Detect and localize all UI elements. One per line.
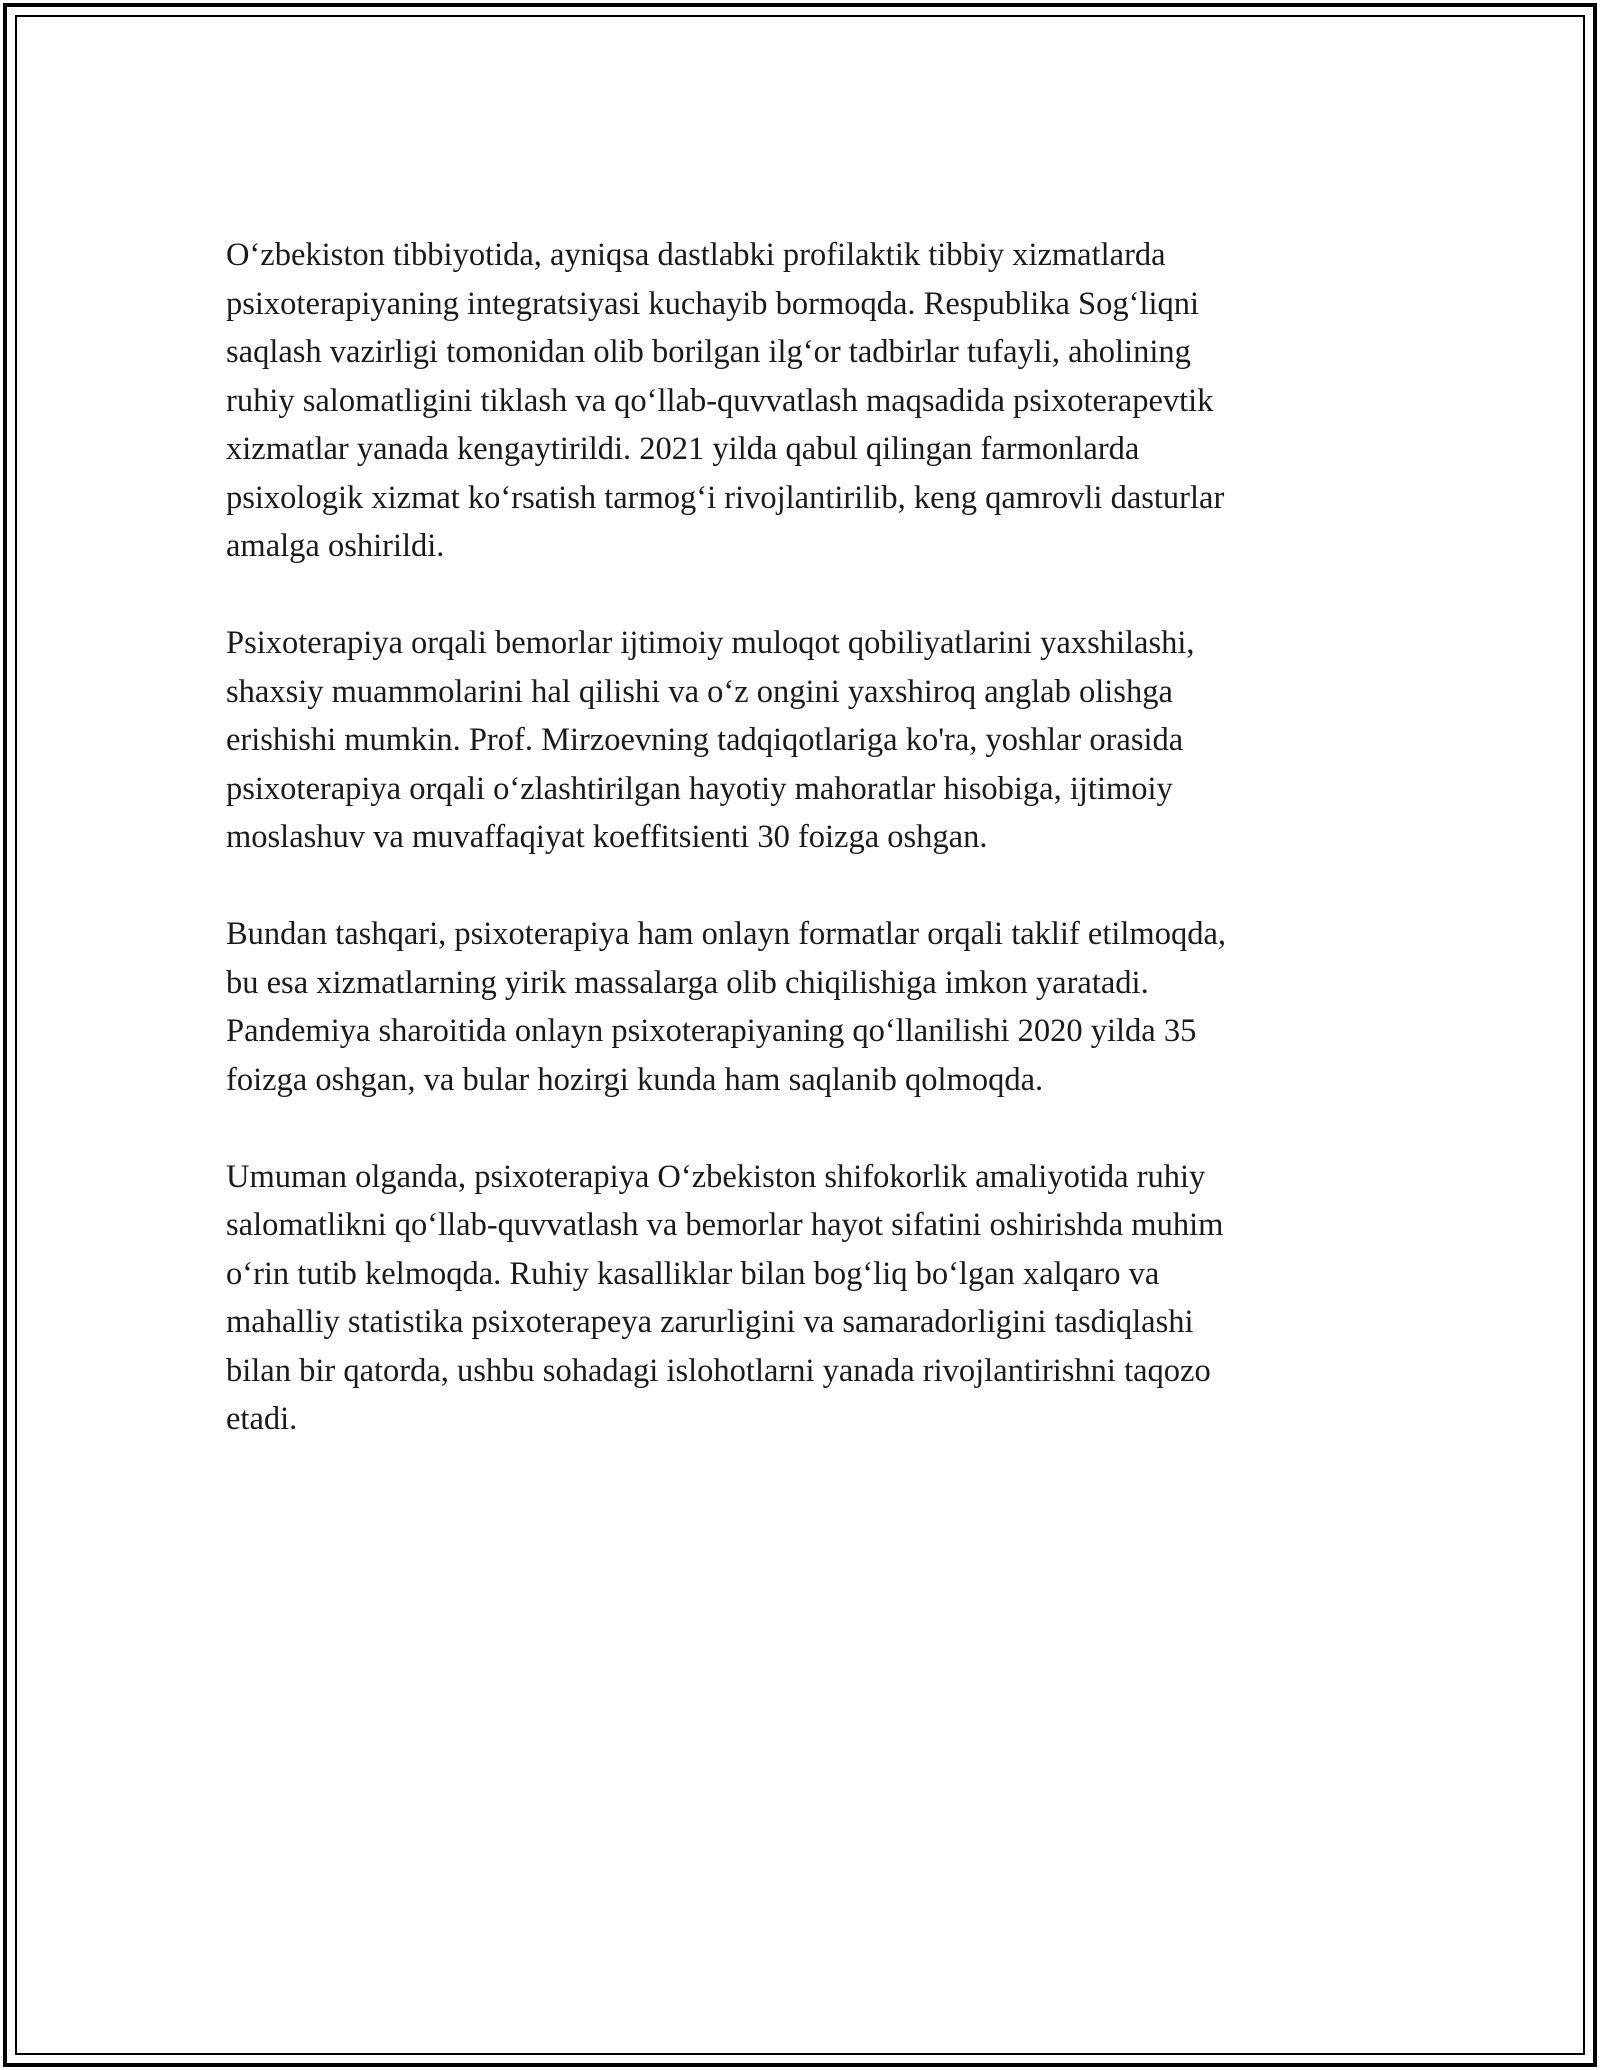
text-line: salomatlikni qo‘llab-quvvatlash va bemorlar hayot sifatini oshirishda muhim [226,1207,1224,1243]
document-body [226,231,1376,1492]
text-line: amalga oshirildi. [226,528,445,564]
text-line: foizga oshgan, va bular hozirgi kunda ham saqlanib qolmoqda. [226,1061,1044,1098]
text-line: Umuman olganda, psixoterapiya O‘zbekiston shifokorlik amaliyotida ruhiy [226,1158,1206,1195]
text-line: moslashuv va muvaffaqiyat koeffitsienti 30 foizga oshgan. [226,819,988,855]
paragraph-2 [226,619,1376,862]
text-line: bilan bir qatorda, ushbu sohadagi islohotlarni yanada rivojlantirishni taqozo [226,1352,1211,1389]
text-line: saqlash vazirligi tomonidan olib borilgan ilg‘or tadbirlar tufayli, aholining [226,334,1191,370]
paragraph-1 [226,231,1376,571]
paragraph-4 [226,1153,1376,1444]
text-line: psixoterapiyaning integratsiyasi kuchayib bormoqda. Respublika Sog‘liqni [226,285,1200,322]
text-line: O‘zbekiston tibbiyotida, ayniqsa dastlabki profilaktik tibbiy xizmatlarda [226,237,1166,273]
text-line: psixologik xizmat ko‘rsatish tarmog‘i rivojlantirilib, keng qamrovli dasturlar [226,479,1225,516]
text-line: xizmatlar yanada kengaytirildi. 2021 yilda qabul qilingan farmonlarda [226,431,1140,467]
text-line: Pandemiya sharoitida onlayn psixoterapiyaning qo‘llanilishi 2020 yilda 35 [226,1013,1197,1049]
text-line: ruhiy salomatligini tiklash va qo‘llab-quvvatlash maqsadida psixoterapevtik [226,382,1214,419]
text-line: Bundan tashqari, psixoterapiya ham onlayn formatlar orqali taklif etilmoqda, [226,916,1226,952]
text-line: o‘rin tutib kelmoqda. Ruhiy kasalliklar bilan bog‘liq bo‘lgan xalqaro va [226,1255,1160,1292]
paragraph-3 [226,910,1376,1104]
text-line: mahalliy statistika psixoterapeya zarurligini va samaradorligini tasdiqlashi [226,1304,1194,1340]
text-line: etadi. [226,1401,298,1437]
text-line: psixoterapiya orqali o‘zlashtirilgan hayotiy mahoratlar hisobiga, ijtimoiy [226,770,1173,807]
text-line: erishishi mumkin. Prof. Mirzoevning tadqiqotlariga ko'ra, yoshlar orasida [226,722,1184,758]
text-line: bu esa xizmatlarning yirik massalarga olib chiqilishiga imkon yaratadi. [226,964,1149,1001]
text-line: shaxsiy muammolarini hal qilishi va o‘z ongini yaxshiroq anglab olishga [226,673,1173,710]
text-line: Psixoterapiya orqali bemorlar ijtimoiy muloqot qobiliyatlarini yaxshilashi, [226,625,1195,661]
